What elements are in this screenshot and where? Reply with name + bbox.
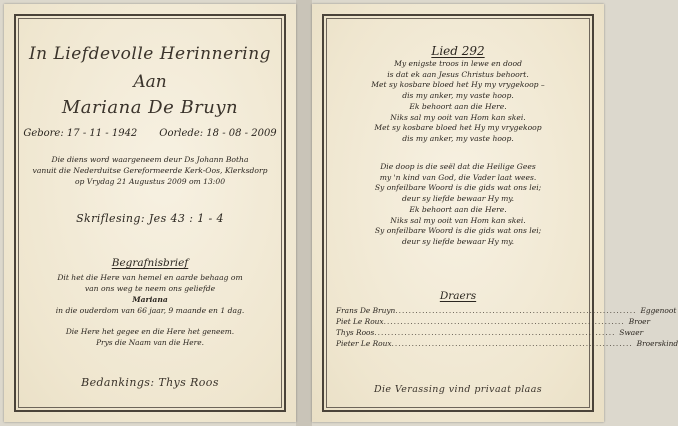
born bbox=[23, 128, 137, 139]
obituary-heading: Begrafnisbrief bbox=[111, 257, 189, 269]
hymn-line: Niks sal my ooit van Hom kan skei. bbox=[390, 215, 526, 225]
service-line: Die diens word waargeneem deur Ds Johann Botha bbox=[51, 155, 249, 164]
pallbearer-row bbox=[336, 328, 644, 339]
service-line: vanuit die Nederduitse Gereformeerde Kerk-Oos, Klerksdorp bbox=[32, 166, 268, 175]
left-page-content bbox=[22, 4, 278, 422]
died bbox=[159, 128, 276, 139]
hymn-line: deur sy liefde bewaar Hy my. bbox=[402, 194, 514, 204]
scripture-reading: Skriflesing: Jes 43 : 1 - 4 bbox=[76, 212, 224, 225]
hymn-line: Die doop is die seël dat die Heilige Gees bbox=[380, 162, 536, 171]
hymn-line: Met sy kosbare bloed het Hy my vrygekoop – bbox=[371, 80, 545, 90]
hymn-line: Niks sal my ooit van Hom kan skei. bbox=[390, 112, 526, 122]
hymn-line: is dat ek aan Jesus Christus behoort. bbox=[387, 69, 529, 79]
pallbearers-list bbox=[336, 306, 678, 350]
hymn-line: dis my anker, my vaste hoop. bbox=[402, 133, 514, 143]
memorial-heading-aan: Aan bbox=[133, 72, 167, 92]
hymn-line: dis my anker, my vaste hoop. bbox=[402, 91, 514, 101]
memorial-heading: In Liefdevolle Herinnering bbox=[28, 44, 272, 64]
pallbearer-row bbox=[336, 306, 677, 317]
obituary-name: Mariana bbox=[132, 295, 168, 304]
hymn-line: Ek behoort aan die Here. bbox=[409, 204, 507, 214]
pallbearer-relation: Broer bbox=[628, 317, 651, 326]
pallbearer-relation: Broerskind bbox=[636, 339, 678, 348]
deceased-name: Mariana De Bruyn bbox=[61, 97, 239, 118]
hymn-line: Sy onfeilbare Woord is die gids wat ons lei; bbox=[374, 183, 542, 193]
died-label: Oorlede: bbox=[159, 128, 204, 139]
leader-dots: ........................................................................ bbox=[374, 328, 616, 337]
pallbearers-heading: Draers bbox=[439, 290, 477, 302]
service-details bbox=[22, 154, 278, 187]
hymn-line: Ek behoort aan die Here. bbox=[409, 101, 507, 111]
hymn-line: My enigste troos in lewe en dood bbox=[394, 59, 522, 68]
obituary-text bbox=[22, 272, 278, 316]
pallbearer-name: Piet Le Roux bbox=[336, 317, 384, 326]
obituary-line: Dit het die Here van hemel en aarde behaag om bbox=[57, 273, 243, 282]
leader-dots: ........................................................................ bbox=[383, 317, 625, 326]
leader-dots: ........................................................................ bbox=[395, 306, 637, 315]
page-gutter bbox=[296, 0, 312, 426]
closing-verse bbox=[22, 327, 278, 348]
born-date: 17 - 11 - 1942 bbox=[66, 128, 138, 139]
born-label: Gebore: bbox=[23, 128, 64, 139]
verse-line: Prys die Naam van die Here. bbox=[96, 337, 204, 347]
died-date: 18 - 08 - 2009 bbox=[206, 128, 277, 139]
right-page bbox=[312, 4, 678, 422]
hymn-line: Met sy kosbare bloed het Hy my vrygekoop bbox=[374, 123, 542, 133]
hymn-line: my 'n kind van God, die Vader laat wees. bbox=[379, 172, 537, 182]
obituary-line: van ons weg te neem ons geliefde bbox=[84, 284, 216, 293]
hymn-line: deur sy liefde bewaar Hy my. bbox=[402, 236, 514, 246]
verse-line: Die Here het gegee en die Here het geneem. bbox=[65, 327, 235, 336]
hymn-stanza-2 bbox=[330, 162, 586, 248]
left-page bbox=[4, 4, 296, 422]
pallbearer-relation: Swaer bbox=[619, 328, 644, 337]
right-page-content bbox=[330, 4, 678, 422]
hymn-stanza-1 bbox=[330, 59, 586, 145]
pallbearer-relation: Eggenoot bbox=[640, 306, 677, 315]
cremation-notice: Die Verassing vind privaat plaas bbox=[373, 384, 543, 395]
hymn-title: Lied 292 bbox=[431, 44, 485, 58]
service-line: op Vrydag 21 Augustus 2009 om 13:00 bbox=[74, 177, 226, 186]
pallbearer-name: Frans De Bruyn bbox=[336, 306, 396, 315]
hymn-line: Sy onfeilbare Woord is die gids wat ons lei; bbox=[374, 226, 542, 236]
pallbearer-row bbox=[336, 317, 651, 328]
leader-dots: ........................................................................ bbox=[391, 339, 633, 348]
acknowledgements: Bedankings: Thys Roos bbox=[81, 376, 219, 389]
pallbearer-row bbox=[336, 339, 678, 350]
pallbearer-name: Pieter Le Roux bbox=[336, 339, 392, 348]
life-dates bbox=[22, 128, 278, 139]
pallbearer-name: Thys Roos bbox=[336, 328, 375, 337]
obituary-age: in die ouderdom van 66 jaar, 9 maande en 1 dag. bbox=[55, 306, 245, 315]
